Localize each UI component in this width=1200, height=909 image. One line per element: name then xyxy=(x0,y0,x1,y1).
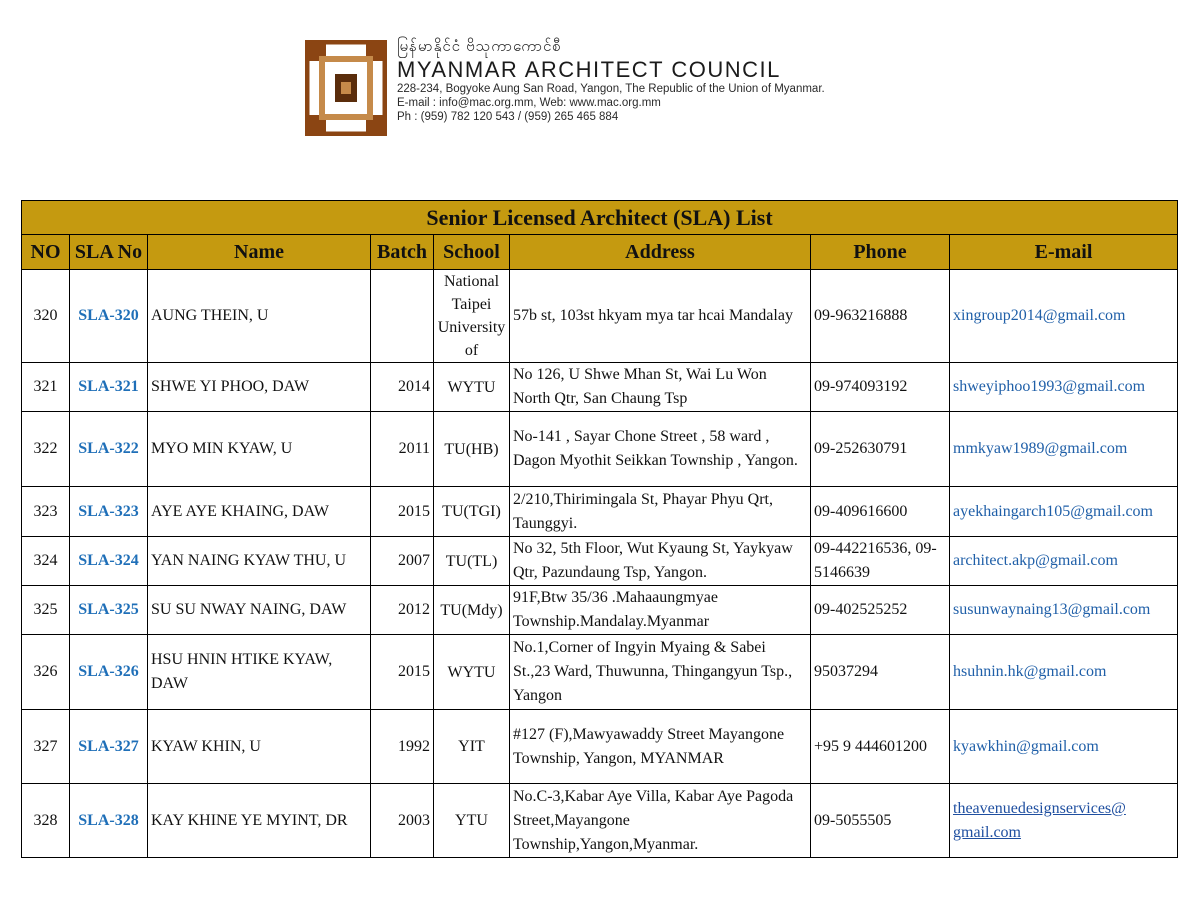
row-phone: 09-409616600 xyxy=(811,487,950,537)
row-email[interactable]: kyawkhin@gmail.com xyxy=(950,710,1178,784)
header-email: E-mail xyxy=(950,235,1178,270)
row-name: KAY KHINE YE MYINT, DR xyxy=(148,784,371,858)
row-name: SHWE YI PHOO, DAW xyxy=(148,363,371,412)
row-email[interactable]: architect.akp@gmail.com xyxy=(950,537,1178,586)
table-row xyxy=(22,635,1178,710)
row-no: 324 xyxy=(22,537,70,586)
row-school: YIT xyxy=(434,710,510,784)
header-sla-no: SLA No xyxy=(70,235,148,270)
row-school: YTU xyxy=(434,784,510,858)
header-phone: Phone xyxy=(811,235,950,270)
row-school: TU(Mdy) xyxy=(434,586,510,635)
row-name: AUNG THEIN, U xyxy=(148,270,371,363)
row-sla-no: SLA-328 xyxy=(70,784,148,858)
row-no: 320 xyxy=(22,270,70,363)
row-name: AYE AYE KHAING, DAW xyxy=(148,487,371,537)
header-address: Address xyxy=(510,235,811,270)
row-address: 2/210,Thirimingala St, Phayar Phyu Qrt, Taunggyi. xyxy=(510,487,811,537)
row-school: WYTU xyxy=(434,363,510,412)
org-name: MYANMAR ARCHITECT COUNCIL xyxy=(397,57,781,82)
row-phone: 09-974093192 xyxy=(811,363,950,412)
row-email[interactable]: shweyiphoo1993@gmail.com xyxy=(950,363,1178,412)
row-no: 328 xyxy=(22,784,70,858)
row-name: KYAW KHIN, U xyxy=(148,710,371,784)
row-sla-no: SLA-323 xyxy=(70,487,148,537)
row-batch: 2014 xyxy=(371,363,434,412)
row-email[interactable]: mmkyaw1989@gmail.com xyxy=(950,412,1178,487)
row-school: WYTU xyxy=(434,635,510,710)
row-address: No.C-3,Kabar Aye Villa, Kabar Aye Pagoda Street,Mayangone Township,Yangon,Myanmar. xyxy=(510,784,811,858)
row-address: 91F,Btw 35/36 .Mahaaungmyae Township.Mandalay.Myanmar xyxy=(510,586,811,635)
row-no: 325 xyxy=(22,586,70,635)
row-email-link[interactable] xyxy=(950,784,1178,858)
row-school: National Taipei University of xyxy=(434,270,510,363)
row-sla-no: SLA-324 xyxy=(70,537,148,586)
sla-table xyxy=(21,200,1178,858)
row-address: 57b st, 103st hkyam mya tar hcai Mandalay xyxy=(510,270,811,363)
row-batch: 2003 xyxy=(371,784,434,858)
org-address: 228-234, Bogyoke Aung San Road, Yangon, The Republic of the Union of Myanmar. xyxy=(397,83,825,95)
email-link-text[interactable]: theavenuedesignservices@ gmail.com xyxy=(953,799,1126,841)
row-sla-no: SLA-327 xyxy=(70,710,148,784)
row-batch xyxy=(371,270,434,363)
row-name: HSU HNIN HTIKE KYAW, DAW xyxy=(148,635,371,710)
org-contact: E-mail : info@mac.org.mm, Web: www.mac.org.mm xyxy=(397,97,661,109)
row-phone: 09-963216888 xyxy=(811,270,950,363)
row-batch: 2015 xyxy=(371,635,434,710)
row-batch: 1992 xyxy=(371,710,434,784)
table-title: Senior Licensed Architect (SLA) List xyxy=(22,201,1178,235)
row-address: No 126, U Shwe Mhan St, Wai Lu Won North Qtr, San Chaung Tsp xyxy=(510,363,811,412)
row-name: SU SU NWAY NAING, DAW xyxy=(148,586,371,635)
header-no: NO xyxy=(22,235,70,270)
row-email[interactable]: xingroup2014@gmail.com xyxy=(950,270,1178,363)
row-no: 326 xyxy=(22,635,70,710)
row-school: TU(TGI) xyxy=(434,487,510,537)
letterhead xyxy=(305,38,905,142)
table-row xyxy=(22,784,1178,858)
row-sla-no: SLA-320 xyxy=(70,270,148,363)
row-phone: 95037294 xyxy=(811,635,950,710)
row-email[interactable]: ayekhaingarch105@gmail.com xyxy=(950,487,1178,537)
row-sla-no: SLA-322 xyxy=(70,412,148,487)
row-address: No-141 , Sayar Chone Street , 58 ward , Dagon Myothit Seikkan Township , Yangon. xyxy=(510,412,811,487)
header-row xyxy=(22,235,1178,270)
table-row xyxy=(22,710,1178,784)
row-phone: +95 9 444601200 xyxy=(811,710,950,784)
row-batch: 2007 xyxy=(371,537,434,586)
row-address: #127 (F),Mawyawaddy Street Mayangone Township, Yangon, MYANMAR xyxy=(510,710,811,784)
table-row xyxy=(22,586,1178,635)
header-batch: Batch xyxy=(371,235,434,270)
header-name: Name xyxy=(148,235,371,270)
row-email[interactable]: hsuhnin.hk@gmail.com xyxy=(950,635,1178,710)
org-name-myanmar: မြန်မာနိုင်ငံ ဗိသုကာကောင်စီ xyxy=(397,38,562,55)
row-no: 321 xyxy=(22,363,70,412)
row-sla-no: SLA-321 xyxy=(70,363,148,412)
row-address: No.1,Corner of Ingyin Myaing & Sabei St.,23 Ward, Thuwunna, Thingangyun Tsp., Yangon xyxy=(510,635,811,710)
row-batch: 2012 xyxy=(371,586,434,635)
table-row xyxy=(22,537,1178,586)
row-no: 323 xyxy=(22,487,70,537)
table-row xyxy=(22,363,1178,412)
row-batch: 2015 xyxy=(371,487,434,537)
row-batch: 2011 xyxy=(371,412,434,487)
row-sla-no: SLA-325 xyxy=(70,586,148,635)
row-school: TU(TL) xyxy=(434,537,510,586)
header-school: School xyxy=(434,235,510,270)
org-phone: Ph : (959) 782 120 543 / (959) 265 465 884 xyxy=(397,111,619,123)
table-row xyxy=(22,487,1178,537)
row-phone: 09-5055505 xyxy=(811,784,950,858)
row-no: 322 xyxy=(22,412,70,487)
row-address: No 32, 5th Floor, Wut Kyaung St, Yaykyaw Qtr, Pazundaung Tsp, Yangon. xyxy=(510,537,811,586)
council-logo xyxy=(305,40,387,136)
row-name: YAN NAING KYAW THU, U xyxy=(148,537,371,586)
row-sla-no: SLA-326 xyxy=(70,635,148,710)
row-phone: 09-442216536, 09-5146639 xyxy=(811,537,950,586)
row-name: MYO MIN KYAW, U xyxy=(148,412,371,487)
row-email[interactable]: susunwaynaing13@gmail.com xyxy=(950,586,1178,635)
row-no: 327 xyxy=(22,710,70,784)
letterhead-text xyxy=(397,38,825,124)
row-school: TU(HB) xyxy=(434,412,510,487)
table-row xyxy=(22,412,1178,487)
row-phone: 09-252630791 xyxy=(811,412,950,487)
table-row xyxy=(22,270,1178,363)
row-phone: 09-402525252 xyxy=(811,586,950,635)
